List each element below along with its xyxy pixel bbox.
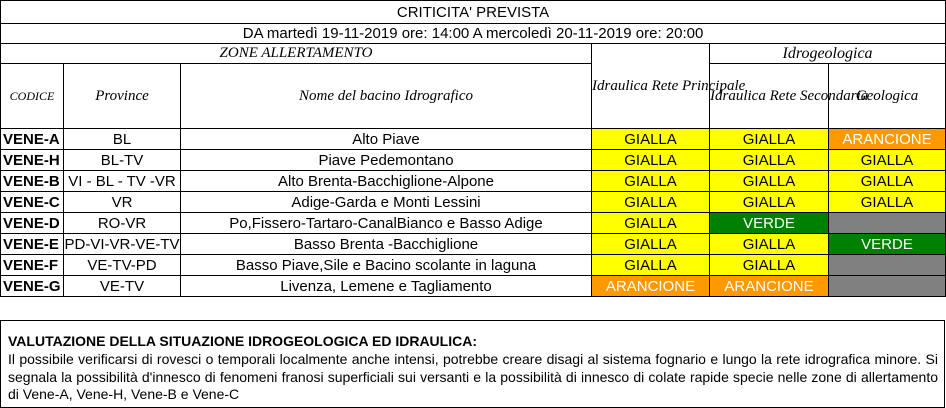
zone-bacino: Basso Piave,Sile e Bacino scolante in laguna <box>181 255 592 276</box>
table-row <box>1 213 946 234</box>
status-secondaria: GIALLA <box>710 255 829 276</box>
zone-bacino: Adige-Garda e Monti Lessini <box>181 192 592 213</box>
zone-province: BL <box>64 129 181 150</box>
status-geologica: GIALLA <box>829 150 946 171</box>
status-secondaria: GIALLA <box>710 234 829 255</box>
codice-header: CODICE <box>1 64 64 129</box>
zone-code: VENE-B <box>1 171 64 192</box>
zone-province: RO-VR <box>64 213 181 234</box>
idraulica-principale-header: Idraulica Rete Principale <box>592 44 710 129</box>
zone-bacino: Alto Piave <box>181 129 592 150</box>
validity-period: DA martedì 19-11-2019 ore: 14:00 A mercoledì 20-11-2019 ore: 20:00 <box>1 24 946 44</box>
zone-code: VENE-G <box>1 276 64 297</box>
table-row <box>1 171 946 192</box>
status-principale: ARANCIONE <box>592 276 710 297</box>
status-geologica: ARANCIONE <box>829 129 946 150</box>
zone-bacino: Basso Brenta -Bacchiglione <box>181 234 592 255</box>
status-geologica: GIALLA <box>829 171 946 192</box>
zone-code: VENE-C <box>1 192 64 213</box>
idraulica-secondaria-header: Idraulica Rete Secondaria <box>710 64 829 129</box>
zone-bacino: Piave Pedemontano <box>181 150 592 171</box>
table-title: CRITICITA' PREVISTA <box>1 1 946 24</box>
bacino-header: Nome del bacino Idrografico <box>181 64 592 129</box>
valutazione-text: Il possibile verificarsi di rovesci o temporali localmente anche intensi, potrebbe creare disagi al sistema fognario e lungo la rete idrografica minore. Si segnala la possibilità d'innesco di fenomeni franosi superficiali sui versanti e la possibilità di innesco di colate rapide specie nelle zone di allertamento di Vene-A, Vene-H, Vene-B e Vene-C <box>8 351 938 402</box>
zone-province: PD-VI-VR-VE-TV <box>64 235 180 253</box>
status-principale: GIALLA <box>592 213 710 234</box>
status-secondaria: GIALLA <box>710 192 829 213</box>
zone-code: VENE-A <box>1 129 64 150</box>
status-geologica <box>829 276 946 297</box>
zone-code: VENE-E <box>1 234 64 255</box>
zone-province: VR <box>64 192 181 213</box>
status-secondaria: VERDE <box>710 213 829 234</box>
zone-bacino: Alto Brenta-Bacchiglione-Alpone <box>181 171 592 192</box>
table-row <box>1 192 946 213</box>
zone-code: VENE-H <box>1 150 64 171</box>
idrogeologica-header: Idrogeologica <box>710 44 946 64</box>
table-row <box>1 234 946 255</box>
status-secondaria: GIALLA <box>710 150 829 171</box>
status-principale: GIALLA <box>592 129 710 150</box>
zone-bacino: Livenza, Lemene e Tagliamento <box>181 276 592 297</box>
zone-province: VE-TV-PD <box>64 255 181 276</box>
zone-province: BL-TV <box>64 150 181 171</box>
status-secondaria: GIALLA <box>710 171 829 192</box>
zone-code: VENE-D <box>1 213 64 234</box>
table-row <box>1 129 946 150</box>
status-geologica <box>829 213 946 234</box>
status-geologica: GIALLA <box>829 192 946 213</box>
status-geologica: VERDE <box>829 234 946 255</box>
valutazione-title: VALUTAZIONE DELLA SITUAZIONE IDROGEOLOGICA ED IDRAULICA: <box>8 333 477 349</box>
status-principale: GIALLA <box>592 192 710 213</box>
table-row <box>1 276 946 297</box>
zone-province: VI - BL - TV -VR <box>64 171 181 192</box>
status-principale: GIALLA <box>592 150 710 171</box>
valutazione-box <box>0 320 945 408</box>
status-principale: GIALLA <box>592 234 710 255</box>
table-row <box>1 255 946 276</box>
zone-province: VE-TV <box>64 276 181 297</box>
province-header: Province <box>64 64 181 129</box>
zone-allertamento-header: ZONE ALLERTAMENTO <box>1 44 592 64</box>
zone-bacino: Po,Fissero-Tartaro-CanalBianco e Basso Adige <box>181 213 592 234</box>
geologica-header: Geologica <box>829 64 946 129</box>
status-secondaria: ARANCIONE <box>710 276 829 297</box>
zone-code: VENE-F <box>1 255 64 276</box>
status-geologica <box>829 255 946 276</box>
status-secondaria: GIALLA <box>710 129 829 150</box>
table-row <box>1 150 946 171</box>
status-principale: GIALLA <box>592 255 710 276</box>
status-principale: GIALLA <box>592 171 710 192</box>
